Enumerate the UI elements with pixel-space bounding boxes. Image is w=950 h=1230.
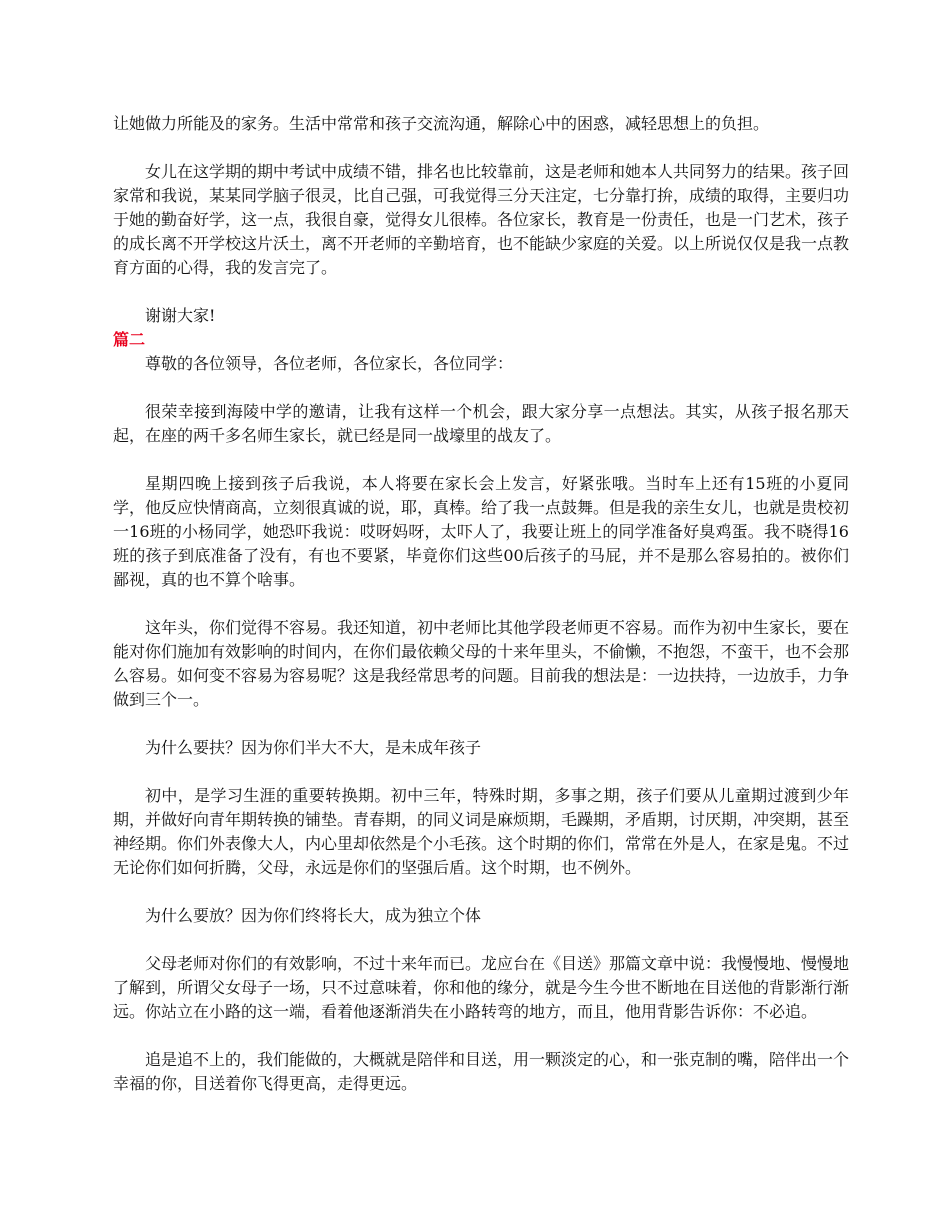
paragraph-thanks: 谢谢大家!	[145, 306, 216, 325]
paragraph-daughter-exam: 女儿在这学期的期中考试中成绩不错，排名也比较靠前，这是老师和她本人共同努力的结果。孩子回家常和我说，某某同学脑子很灵，比自己强，可我觉得三分天注定，七分靠打拚，成绩的取得，主要归功于她的勤奋好学，这一点，我很自豪，觉得女儿很棒。各位家长，教育是一份责任，也是一门艺术，孩子的成长离不开学校这片沃土，离不开老师的辛勤培育，也不能缺少家庭的关爱。以上所说仅仅是我一点教育方面的心得，我的发言完了。	[113, 162, 850, 277]
paragraph-why-let-go: 为什么要放？因为你们终将长大，成为独立个体	[145, 906, 482, 925]
document-page	[113, 112, 849, 1120]
paragraph-junior-high: 初中，是学习生涯的重要转换期。初中三年，特殊时期，多事之期，孩子们要从儿童期过渡到少年期，并做好向青年期转换的铺垫。青春期，的同义词是麻烦期，毛躁期，矛盾期，讨厌期，冲突期，甚至神经期。你们外表像大人，内心里却依然是个小毛孩。这个时期的你们，常常在外是人，在家是鬼。不过无论你们如何折腾，父母，永远是你们的坚强后盾。这个时期，也不例外。	[113, 786, 850, 877]
paragraph-accompany: 追是追不上的，我们能做的，大概就是陪伴和目送，用一颗淡定的心，和一张克制的嘴，陪伴出一个幸福的你，目送着你飞得更高，走得更远。	[113, 1050, 850, 1093]
paragraph-not-easy: 这年头，你们觉得不容易。我还知道，初中老师比其他学段老师更不容易。而作为初中生家长，要在能对你们施加有效影响的时间内，在你们最依赖父母的十来年里头，不偷懒，不抱怨，不蛮干，也不会那么容易。如何变不容易为容易呢？这是我经常思考的问题。目前我的想法是：一边扶持，一边放手，力争做到三个一。	[113, 618, 850, 709]
paragraph-why-support: 为什么要扶？因为你们半大不大，是未成年孩子	[145, 738, 482, 757]
paragraph-invitation: 很荣幸接到海陵中学的邀请，让我有这样一个机会，跟大家分享一点想法。其实，从孩子报名那天起，在座的两千多名师生家长，就已经是同一战壕里的战友了。	[113, 402, 849, 445]
paragraph-salutation: 尊敬的各位领导，各位老师，各位家长，各位同学：	[145, 354, 514, 373]
paragraph-thursday: 星期四晚上接到孩子后我说，本人将要在家长会上发言，好紧张哦。当时车上还有15班的小夏同学，他反应快情商高，立刻很真诚的说，耶，真棒。给了我一点鼓舞。但是我的亲生女儿，也就是贵校初一16班的小杨同学，她恐吓我说：哎呀妈呀，太吓人了，我要让班上的同学准备好臭鸡蛋。我不晓得16班的孩子到底准备了没有，有也不要紧，毕竟你们这些00后孩子的马屁，并不是那么容易拍的。被你们鄙视，真的也不算个啥事。	[113, 474, 850, 589]
section-heading: 篇二	[113, 330, 146, 349]
paragraph-influence: 父母老师对你们的有效影响，不过十来年而已。龙应台在《目送》那篇文章中说：我慢慢地、慢慢地了解到，所谓父女母子一场，只不过意味着，你和他的缘分，就是今生今世不断地在目送他的背影渐行渐远。你站立在小路的这一端，看着他逐渐消失在小路转弯的地方，而且，他用背影告诉你：不必追。	[113, 954, 850, 1021]
paragraph-continuation: 让她做力所能及的家务。生活中常常和孩子交流沟通，解除心中的困惑，减轻思想上的负担。	[113, 114, 770, 133]
